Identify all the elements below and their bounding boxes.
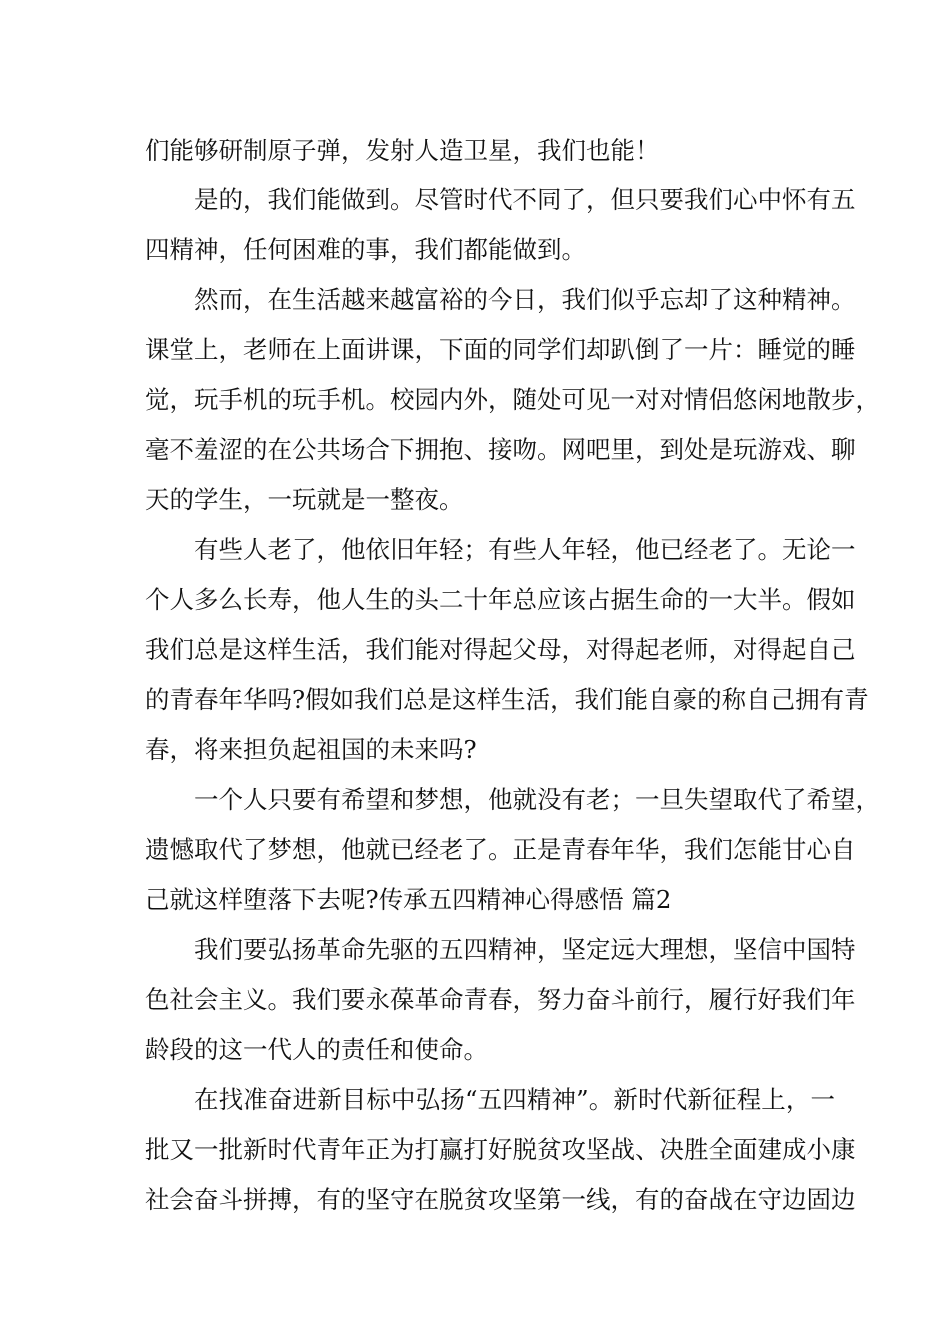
text-line: 们能够研制原子弹，发射人造卫星，我们也能！ xyxy=(145,136,660,165)
text-line: 觉，玩手机的玩手机。校园内外，随处可见一对对情侣悠闲地散步， xyxy=(145,385,880,414)
text-line: 的青春年华吗?假如我们总是这样生活，我们能自豪的称自己拥有青 xyxy=(145,685,869,714)
text-line: 龄段的这一代人的责任和使命。 xyxy=(145,1035,488,1064)
text-line: 天的学生，一玩就是一整夜。 xyxy=(145,485,464,514)
text-line: 有些人老了，他依旧年轻；有些人年轻，他已经老了。无论一 xyxy=(194,535,856,564)
text-line: 一个人只要有希望和梦想，他就没有老；一旦失望取代了希望， xyxy=(194,785,880,814)
text-line: 毫不羞涩的在公共场合下拥抱、接吻。网吧里，到处是玩游戏、聊 xyxy=(145,435,856,464)
text-line: 个人多么长寿，他人生的头二十年总应该占据生命的一大半。假如 xyxy=(145,585,856,614)
text-line: 是的，我们能做到。尽管时代不同了，但只要我们心中怀有五 xyxy=(194,185,856,214)
text-line: 四精神，任何困难的事，我们都能做到。 xyxy=(145,235,586,264)
text-line: 然而，在生活越来越富裕的今日，我们似乎忘却了这种精神。 xyxy=(194,285,856,314)
text-line: 春，将来担负起祖国的未来吗? xyxy=(145,735,477,764)
text-line: 在找准奋进新目标中弘扬“五四精神”。新时代新征程上，一 xyxy=(194,1085,835,1114)
text-line: 遗憾取代了梦想，他就已经老了。正是青春年华，我们怎能甘心自 xyxy=(145,835,856,864)
text-line: 色社会主义。我们要永葆革命青春，努力奋斗前行，履行好我们年 xyxy=(145,985,856,1014)
text-line: 课堂上，老师在上面讲课，下面的同学们却趴倒了一片：睡觉的睡 xyxy=(145,335,856,364)
section-heading-line: 己就这样堕落下去呢?传承五四精神心得感悟 篇2 xyxy=(145,885,672,914)
text-line: 批又一批新时代青年正为打赢打好脱贫攻坚战、决胜全面建成小康 xyxy=(145,1135,856,1164)
text-line: 社会奋斗拼搏，有的坚守在脱贫攻坚第一线，有的奋战在守边固边 xyxy=(145,1185,856,1214)
text-line: 我们总是这样生活，我们能对得起父母，对得起老师，对得起自己 xyxy=(145,635,856,664)
text-line: 我们要弘扬革命先驱的五四精神，坚定远大理想，坚信中国特 xyxy=(194,935,856,964)
